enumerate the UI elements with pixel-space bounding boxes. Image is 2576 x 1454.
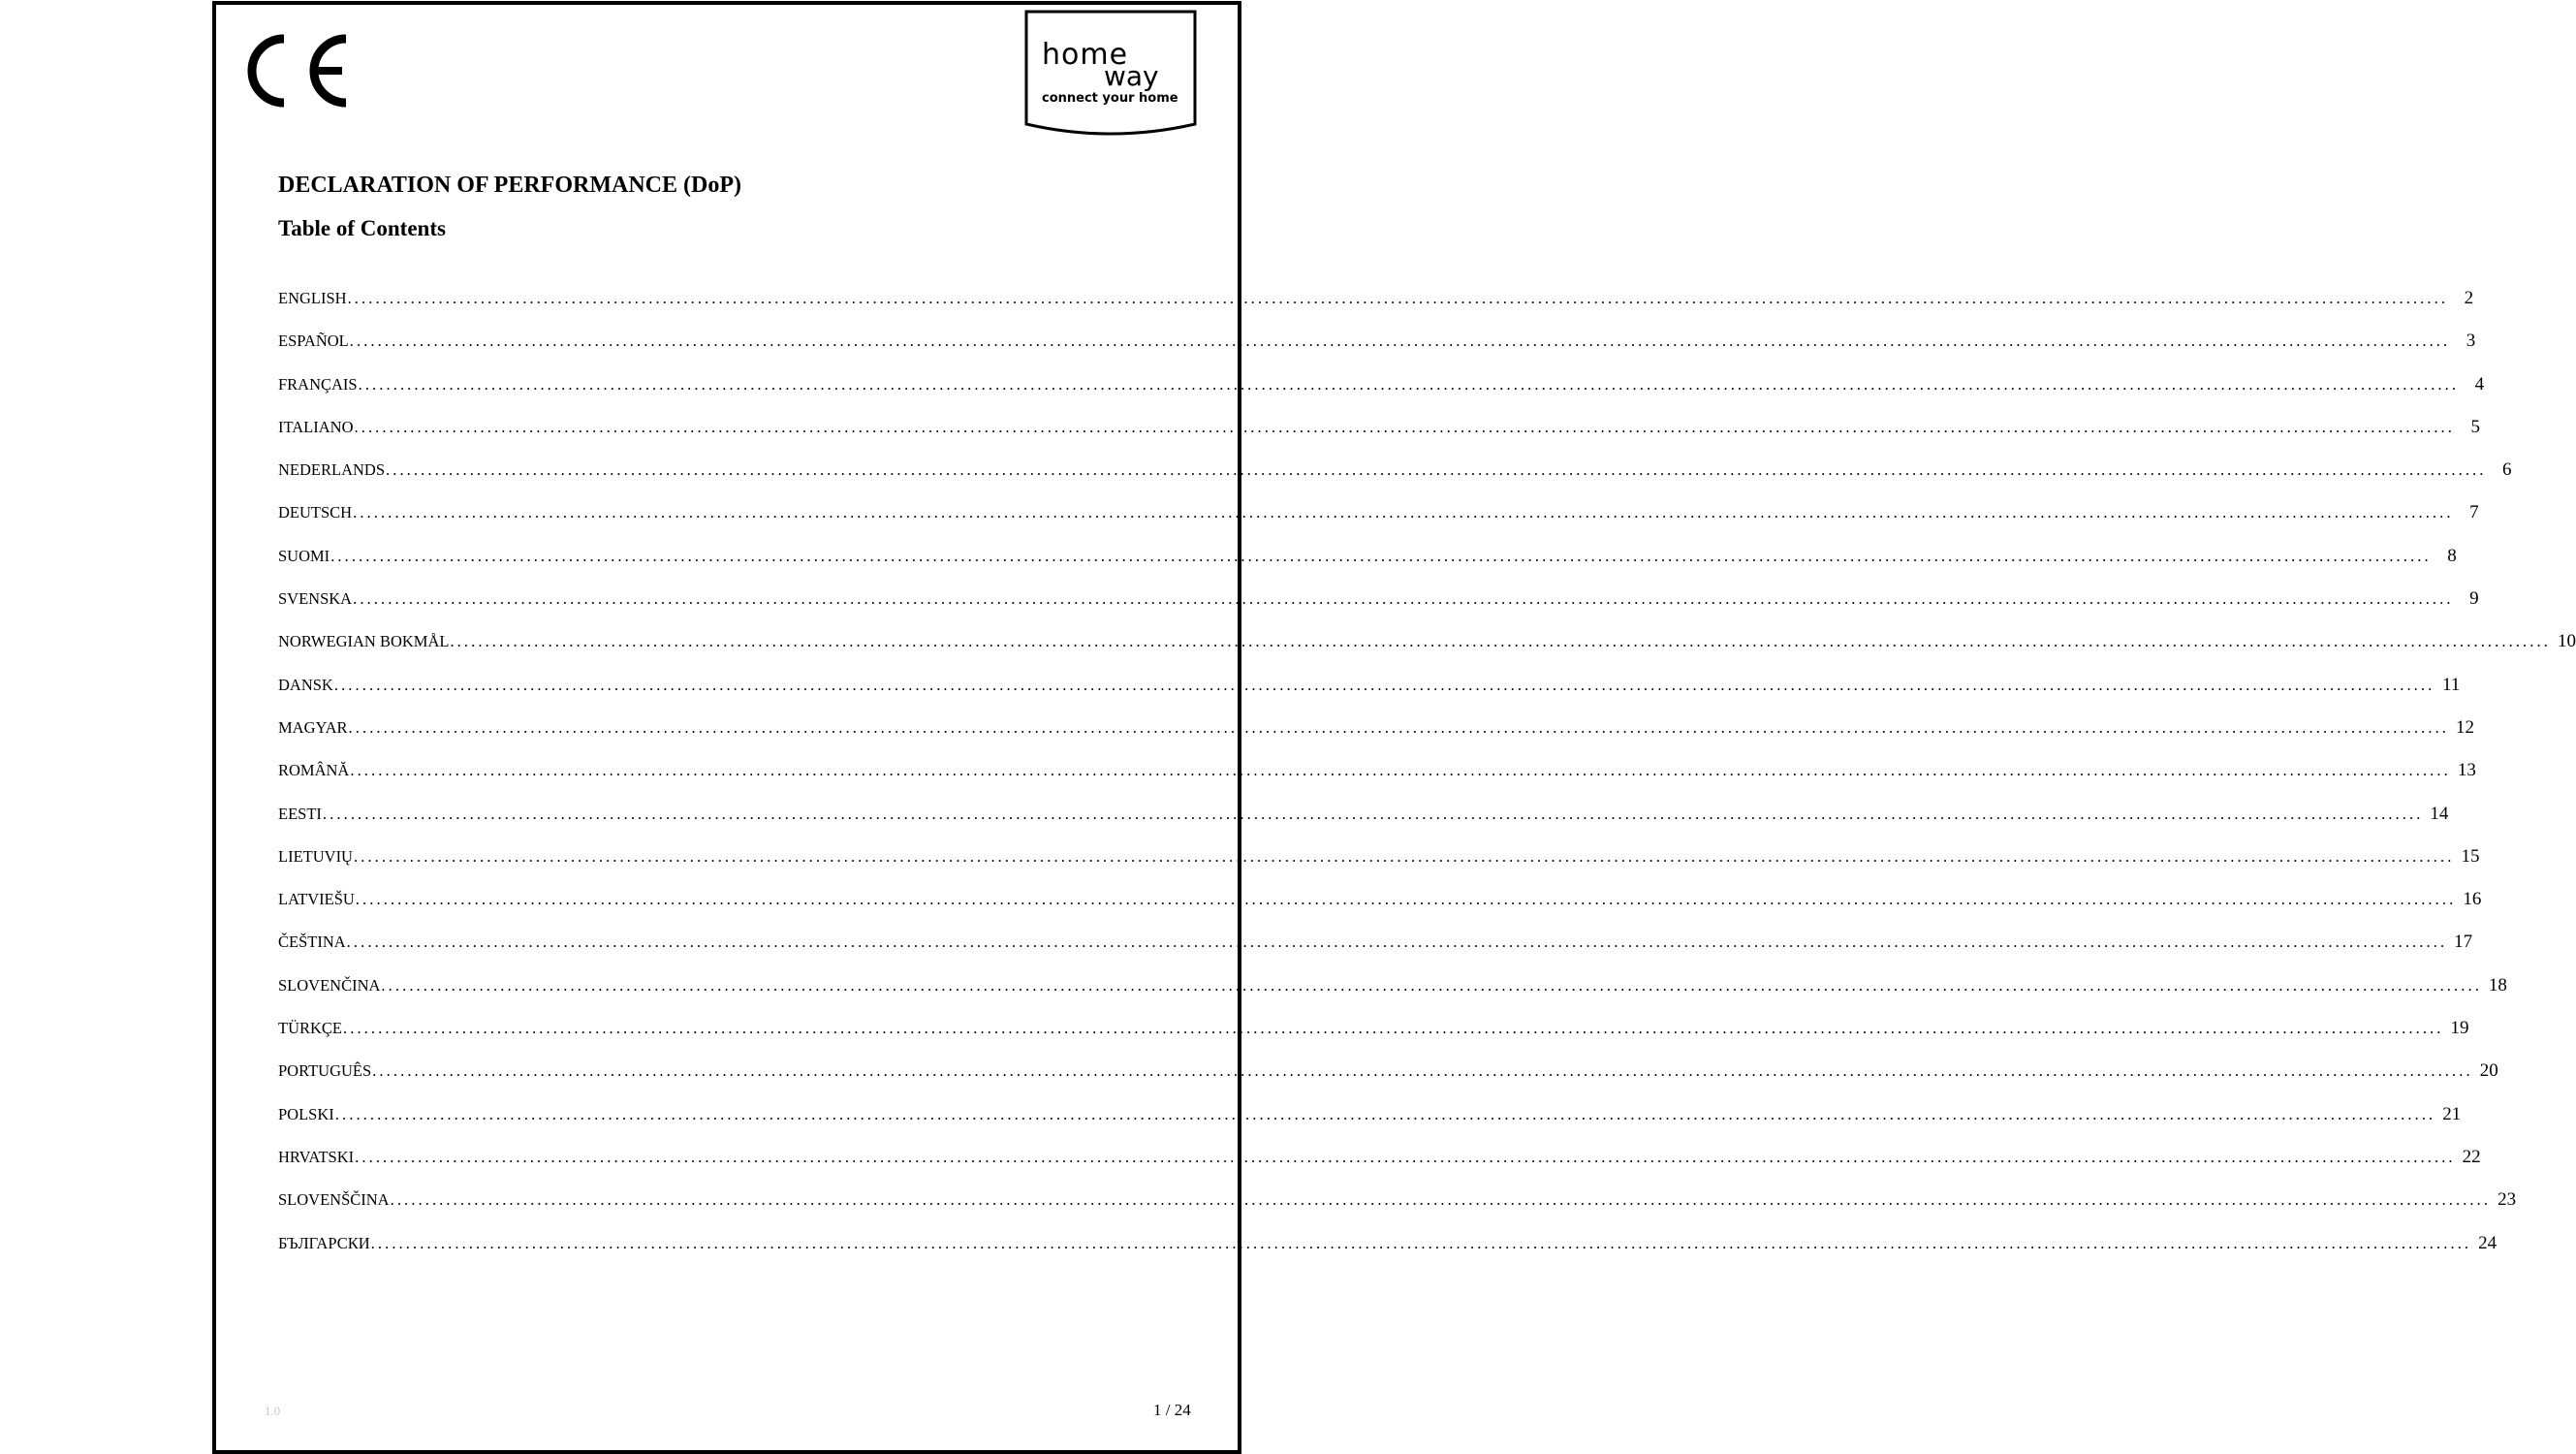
toc-entry-label: SUOMI bbox=[278, 546, 330, 565]
toc-entry-page: 15 bbox=[2461, 845, 2480, 867]
dot-leader: ............................................................................................................................................................................................................................................................................................................ bbox=[450, 632, 2551, 651]
toc-heading: Table of Contents bbox=[278, 216, 446, 240]
toc-entry-page: 6 bbox=[2502, 459, 2512, 481]
toc-entry-page: 7 bbox=[2469, 502, 2479, 523]
toc-entry-page: 19 bbox=[2450, 1018, 2469, 1039]
toc-entry-label: NEDERLANDS bbox=[278, 460, 385, 480]
page-indicator: 1 / 24 bbox=[1153, 1401, 1191, 1419]
toc-entry[interactable] bbox=[278, 631, 2576, 674]
svg-text:way: way bbox=[1104, 60, 1159, 92]
dot-leader: ............................................................................................................................................................................................................................................................................................................ bbox=[381, 975, 2482, 995]
toc-entry-page: 9 bbox=[2469, 588, 2479, 610]
toc-entry-page: 24 bbox=[2478, 1232, 2497, 1253]
toc-entry-label: SLOVENŠČINA bbox=[278, 1190, 390, 1210]
toc-entry-label: EESTI bbox=[278, 804, 322, 823]
toc-entry-label: SLOVENČINA bbox=[278, 975, 381, 995]
toc-entry[interactable] bbox=[278, 331, 2476, 373]
dot-leader: ............................................................................................................................................................................................................................................................................................................ bbox=[346, 932, 2448, 952]
toc-entry-label: ENGLISH bbox=[278, 289, 347, 307]
toc-entry[interactable] bbox=[278, 373, 2485, 417]
toc-entry[interactable] bbox=[278, 1103, 2462, 1147]
toc-entry[interactable] bbox=[278, 674, 2461, 717]
dot-leader: ............................................................................................................................................................................................................................................................................................................ bbox=[370, 1233, 2472, 1252]
toc-entry-page: 16 bbox=[2463, 889, 2482, 910]
toc-entry-label: ESPAÑOL bbox=[278, 332, 349, 351]
toc-entry-page: 18 bbox=[2488, 974, 2507, 996]
dot-leader: ............................................................................................................................................................................................................................................................................................................ bbox=[354, 417, 2455, 436]
dot-leader: ............................................................................................................................................................................................................................................................................................................ bbox=[347, 289, 2449, 307]
toc-entry[interactable] bbox=[278, 502, 2479, 545]
dot-leader: ............................................................................................................................................................................................................................................................................................................ bbox=[349, 332, 2451, 351]
page-title: DECLARATION OF PERFORMANCE (DoP) bbox=[278, 173, 741, 198]
dot-leader: ............................................................................................................................................................................................................................................................................................................ bbox=[358, 374, 2460, 394]
toc-entry-page: 4 bbox=[2474, 373, 2485, 395]
toc-entry[interactable] bbox=[278, 845, 2480, 889]
toc-entry-page: 22 bbox=[2462, 1146, 2481, 1167]
toc-entry-page: 12 bbox=[2456, 716, 2475, 738]
toc-entry-page: 14 bbox=[2430, 803, 2449, 824]
toc-entry-page: 20 bbox=[2479, 1060, 2498, 1082]
dot-leader: ............................................................................................................................................................................................................................................................................................................ bbox=[355, 1147, 2456, 1166]
toc-entry-label: TÜRKÇE bbox=[278, 1019, 342, 1038]
toc-entry-page: 5 bbox=[2470, 416, 2480, 437]
toc-entry[interactable] bbox=[278, 1060, 2498, 1103]
dot-leader: ............................................................................................................................................................................................................................................................................................................ bbox=[350, 761, 2451, 780]
dot-leader: ............................................................................................................................................................................................................................................................................................................ bbox=[353, 589, 2454, 609]
toc-entry-label: DANSK bbox=[278, 675, 333, 694]
toc-entry[interactable] bbox=[278, 760, 2476, 803]
toc-entry-label: LIETUVIŲ bbox=[278, 846, 353, 866]
dot-leader: ............................................................................................................................................................................................................................................................................................................ bbox=[386, 460, 2487, 480]
toc-entry[interactable] bbox=[278, 416, 2480, 459]
toc-entry-page: 23 bbox=[2497, 1189, 2517, 1211]
toc-entry[interactable] bbox=[278, 1146, 2481, 1189]
toc-entry-label: SVENSKA bbox=[278, 589, 353, 609]
toc-entry[interactable] bbox=[278, 288, 2474, 331]
toc-entry-label: HRVATSKI bbox=[278, 1147, 355, 1166]
toc-entry[interactable] bbox=[278, 803, 2449, 846]
dot-leader: ............................................................................................................................................................................................................................................................................................................ bbox=[372, 1061, 2473, 1081]
dot-leader: ............................................................................................................................................................................................................................................................................................................ bbox=[330, 546, 2432, 565]
toc-entry[interactable] bbox=[278, 459, 2512, 502]
svg-text:home: home bbox=[1042, 38, 1129, 72]
toc-entry-label: MAGYAR bbox=[278, 717, 348, 737]
toc-entry-label: ITALIANO bbox=[278, 417, 354, 436]
toc-entry[interactable] bbox=[278, 1018, 2469, 1060]
dot-leader: ............................................................................................................................................................................................................................................................................................................ bbox=[353, 846, 2455, 866]
toc-entry-page: 10 bbox=[2557, 631, 2576, 652]
toc-entry-label: DEUTSCH bbox=[278, 503, 353, 522]
version-label: 1.0 bbox=[265, 1404, 281, 1418]
homeway-logo bbox=[1024, 10, 1197, 138]
svg-text:connect your home: connect your home bbox=[1042, 91, 1178, 106]
toc-entry[interactable] bbox=[278, 974, 2507, 1018]
toc-entry-label: ČEŠTINA bbox=[278, 932, 346, 952]
ce-mark-logo bbox=[249, 35, 350, 107]
toc-entry-page: 13 bbox=[2457, 760, 2476, 781]
toc-entry-label: FRANÇAIS bbox=[278, 374, 358, 394]
dot-leader: ............................................................................................................................................................................................................................................................................................................ bbox=[390, 1190, 2492, 1210]
dot-leader: ............................................................................................................................................................................................................................................................................................................ bbox=[343, 1019, 2444, 1038]
toc-entry-label: NORWEGIAN BOKMÅL bbox=[278, 632, 450, 651]
toc-entry-label: БЪЛГАРСКИ bbox=[278, 1233, 370, 1252]
toc-entry-label: PORTUGUÊS bbox=[278, 1061, 372, 1081]
toc-entry[interactable] bbox=[278, 1232, 2497, 1276]
toc-entry-page: 2 bbox=[2464, 288, 2474, 308]
dot-leader: ............................................................................................................................................................................................................................................................................................................ bbox=[334, 1104, 2436, 1123]
dot-leader: ............................................................................................................................................................................................................................................................................................................ bbox=[322, 804, 2424, 823]
toc-entry-page: 8 bbox=[2447, 545, 2457, 566]
dot-leader: ............................................................................................................................................................................................................................................................................................................ bbox=[348, 717, 2450, 737]
toc-entry[interactable] bbox=[278, 932, 2473, 974]
dot-leader: ............................................................................................................................................................................................................................................................................................................ bbox=[333, 675, 2435, 694]
table-of-contents bbox=[278, 288, 2576, 1276]
toc-entry[interactable] bbox=[278, 545, 2457, 588]
toc-entry-page: 11 bbox=[2442, 674, 2461, 695]
toc-entry-page: 3 bbox=[2466, 331, 2476, 352]
toc-entry-label: ROMÂNĂ bbox=[278, 761, 350, 780]
dot-leader: ............................................................................................................................................................................................................................................................................................................ bbox=[353, 503, 2454, 522]
toc-entry-label: POLSKI bbox=[278, 1104, 334, 1123]
toc-entry-label: LATVIEŠU bbox=[278, 890, 355, 909]
toc-entry[interactable] bbox=[278, 1189, 2517, 1232]
toc-entry[interactable] bbox=[278, 716, 2475, 760]
toc-entry-page: 21 bbox=[2442, 1103, 2462, 1124]
dot-leader: ............................................................................................................................................................................................................................................................................................................ bbox=[355, 890, 2457, 909]
toc-entry[interactable] bbox=[278, 588, 2479, 631]
toc-entry[interactable] bbox=[278, 889, 2482, 932]
toc-entry-page: 17 bbox=[2454, 932, 2473, 953]
